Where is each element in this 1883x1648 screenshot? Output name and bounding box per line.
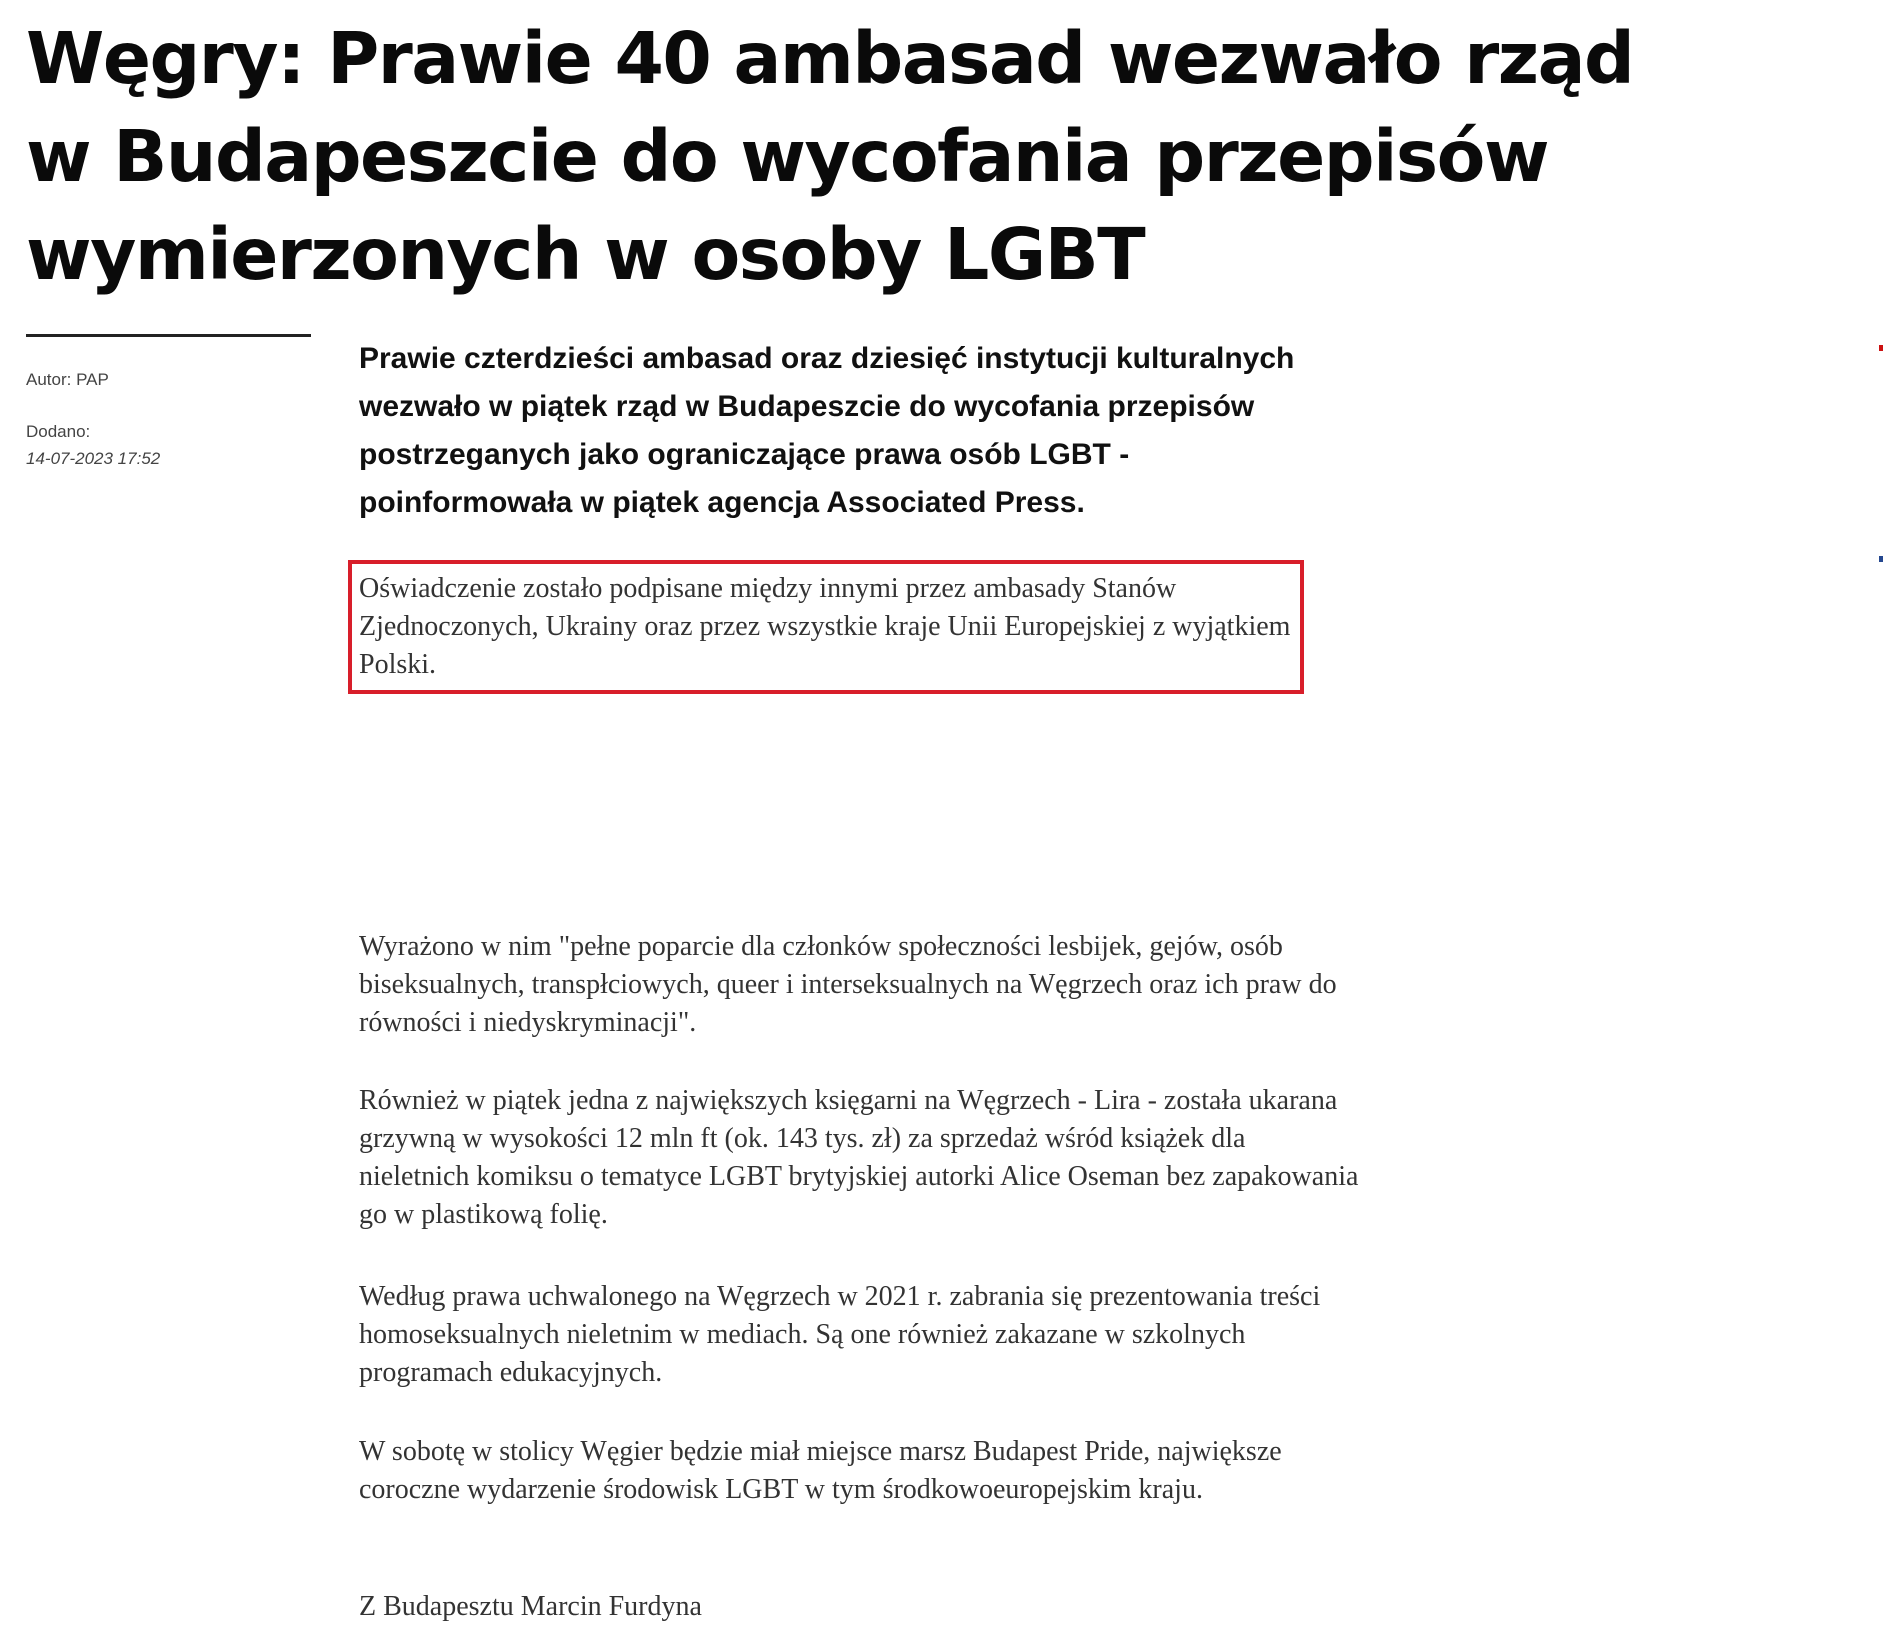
added-label: Dodano: (26, 422, 91, 441)
article-paragraph-4: Według prawa uchwalonego na Węgrzech w 2021 r. zabrania się prezentowania treści homoseksualnych nieletnim w mediach. Są one również zakazane w szkolnych programach edukacyjnych. (359, 1281, 1321, 1388)
edge-mark-red (1879, 345, 1883, 351)
added-date: 14-07-2023 17:52 (26, 449, 161, 468)
article-paragraph-2: Wyrażono w nim "pełne poparcie dla członków społeczności lesbijek, gejów, osób biseksualnych, transpłciowych, queer i interseksualnych na Węgrzech oraz ich praw do równości i niedyskryminacji". (359, 931, 1337, 1038)
author-label: Autor: PAP (26, 370, 109, 389)
meta-divider (26, 334, 311, 337)
article-paragraph-6: Z Budapesztu Marcin Furdyna (359, 1591, 702, 1622)
article-title: Węgry: Prawie 40 ambasad wezwało rząd w Budapeszcie do wycofania przepisów wymierzonych w osoby LGBT (26, 17, 1634, 296)
edge-mark-blue (1879, 556, 1883, 562)
article-meta (26, 370, 316, 469)
article-lead: Prawie czterdzieści ambasad oraz dziesięć instytucji kulturalnych wezwało w piątek rząd w Budapeszcie do wycofania przepisów postrzeganych jako ograniczające prawa osób LGBT - poinformowała w piątek agencja Associated Press. (359, 342, 1295, 519)
article-paragraph-5: W sobotę w stolicy Węgier będzie miał miejsce marsz Budapest Pride, największe coroczne wydarzenie środowisk LGBT w tym środkowoeuropejskim kraju. (359, 1436, 1282, 1505)
article-paragraph-3: Również w piątek jedna z największych księgarni na Węgrzech - Lira - została ukarana grzywną w wysokości 12 mln ft (ok. 143 tys. zł) za sprzedaż wśród książek dla nieletnich komiksu o tematyce LGBT brytyjskiej autorki Alice Oseman bez zapakowania go w plastikową folię. (359, 1085, 1359, 1230)
article-paragraph-1: Oświadczenie zostało podpisane między innymi przez ambasady Stanów Zjednoczonych, Ukrainy oraz przez wszystkie kraje Unii Europejskiej z wyjątkiem Polski. (359, 573, 1291, 680)
